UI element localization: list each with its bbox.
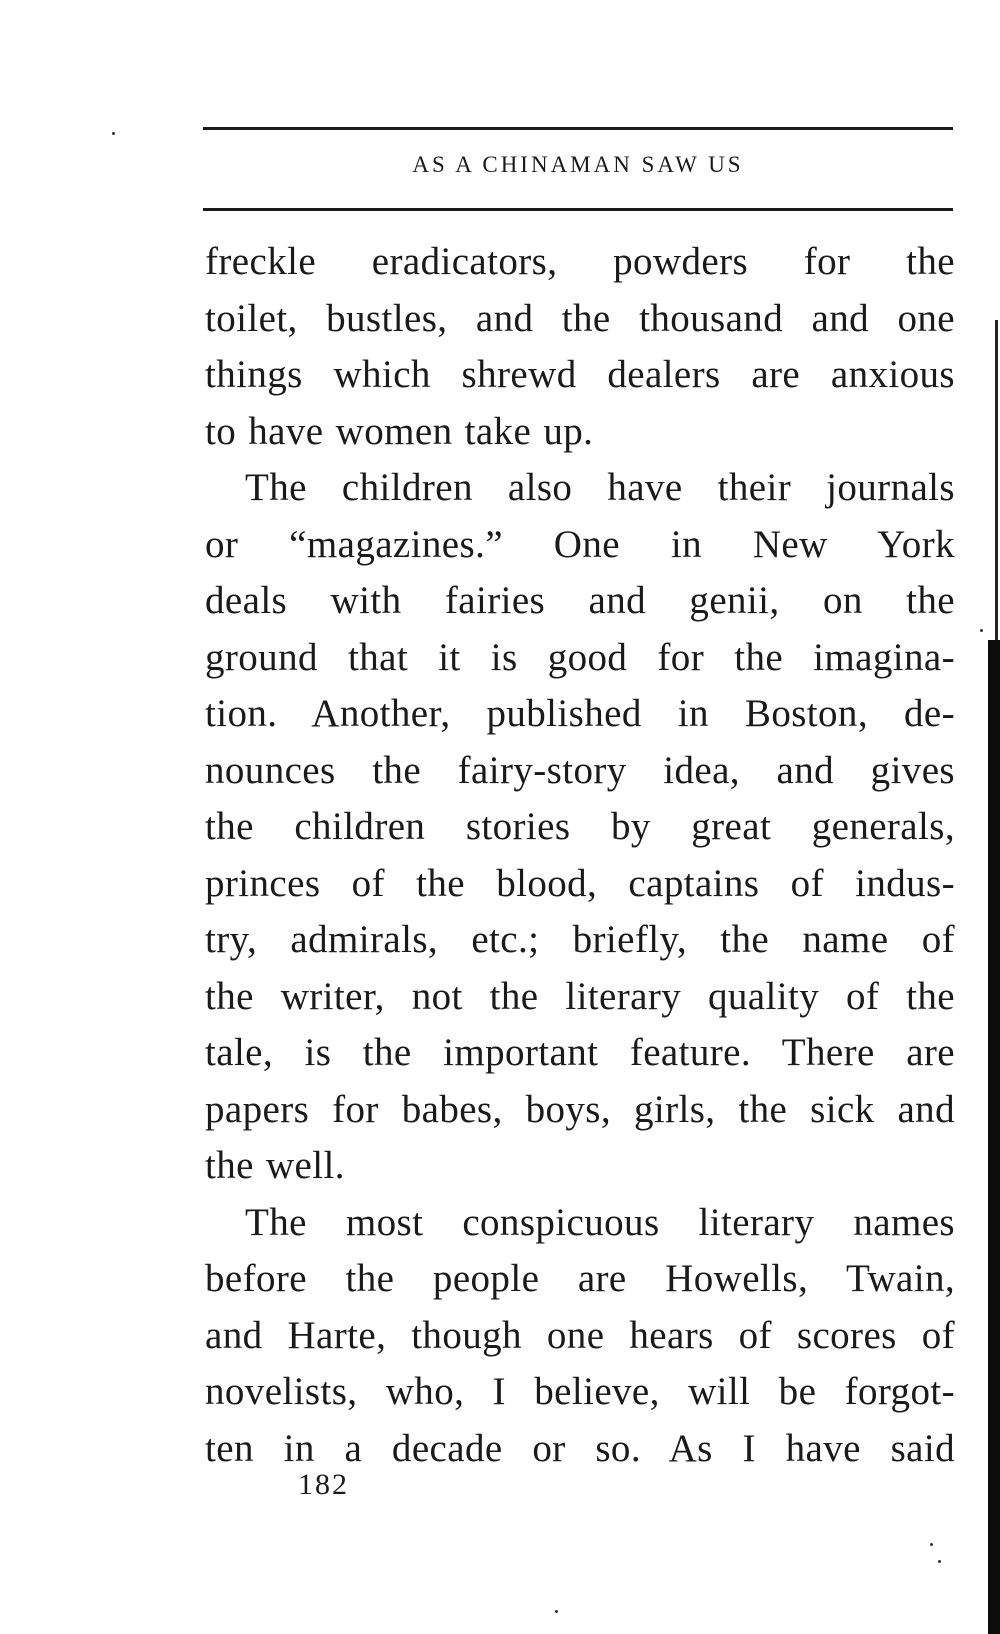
text-line: princes of the blood, captains of indus- — [205, 861, 955, 905]
body-text — [205, 234, 955, 1477]
paragraph-start-line: The children also have their journals — [245, 466, 955, 509]
page-number: 182 — [298, 1468, 349, 1501]
text-line: toilet, bustles, and the thousand and one — [205, 296, 955, 340]
text-line: ground that it is good for the imagina- — [205, 635, 955, 679]
scan-speck — [112, 132, 115, 135]
scan-speck — [555, 1610, 558, 1613]
text-line: nounces the fairy-story idea, and gives — [205, 748, 955, 792]
scan-speck — [980, 629, 983, 632]
page-edge-binding — [988, 640, 1000, 1634]
text-line: the writer, not the literary quality of the — [205, 974, 955, 1018]
text-line: ten in a decade or so. As I have said — [205, 1426, 955, 1470]
text-line: the children stories by great generals, — [205, 805, 955, 848]
text-line: novelists, who, I believe, will be forgot- — [205, 1370, 955, 1413]
paragraph-start-line: The most conspicuous literary names — [245, 1200, 955, 1244]
text-line: try, admirals, etc.; briefly, the name of — [205, 918, 955, 961]
text-line: to have women take up. — [205, 409, 594, 453]
scan-speck — [930, 1543, 933, 1546]
text-line: things which shrewd dealers are anxious — [205, 353, 955, 396]
text-line: deals with fairies and genii, on the — [205, 579, 955, 622]
running-head: AS A CHINAMAN SAW US — [412, 152, 744, 177]
text-line: the well. — [205, 1144, 345, 1187]
header-rule-top — [203, 127, 953, 130]
text-line: before the people are Howells, Twain, — [205, 1257, 955, 1300]
text-line: and Harte, though one hears of scores of — [205, 1313, 955, 1357]
text-line: tale, is the important feature. There are — [205, 1031, 955, 1074]
text-line: papers for babes, boys, girls, the sick and — [205, 1087, 955, 1131]
text-line: freckle eradicators, powders for the — [205, 240, 955, 283]
header-rule-bottom — [203, 208, 953, 211]
text-line: or “magazines.” One in New York — [205, 522, 955, 566]
scan-speck — [938, 1560, 941, 1563]
text-line: tion. Another, published in Boston, de- — [205, 692, 955, 735]
